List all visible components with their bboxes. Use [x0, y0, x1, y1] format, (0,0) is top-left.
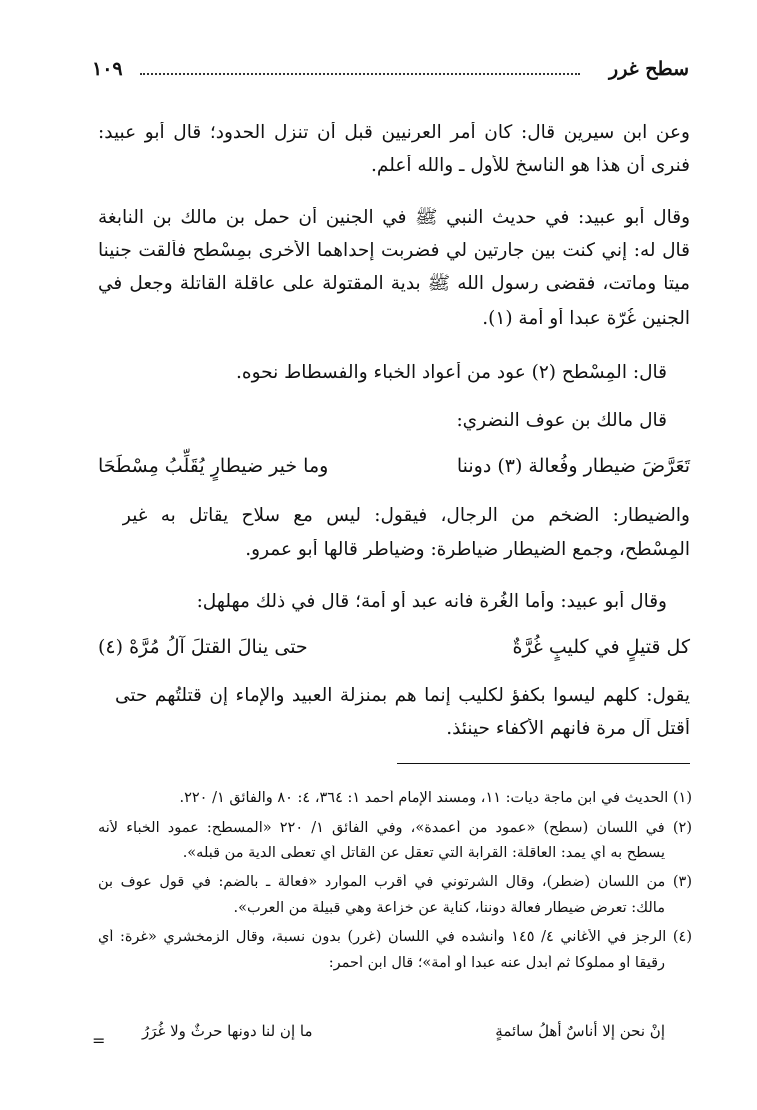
paragraph-5-line-2: المِسْطح، وجمع الضيطار ضياطرة: وضياطر قالها أبو عمرو. [245, 539, 690, 560]
footnote-3-line-1: (٣) من اللسان (ضطر)، وقال الشرتوني في أقرب الموارد «فعالة ـ بالضم: في قول عوف بن [98, 874, 692, 890]
verse-2-second-hemistich: حتى ينالَ القتلَ آلُ مُرَّهْ (٤) [98, 636, 308, 658]
paragraph-2-line-4: الجنين غُرّة عبدا أو أمة (١). [482, 308, 690, 329]
paragraph-6: وقال أبو عبيد: وأما الغُرة فانه عبد أو أمة؛ قال في ذلك مهلهل: [196, 591, 667, 612]
paragraph-1-line-2: فنرى أن هذا هو الناسخ للأول ـ والله أعلم. [371, 155, 690, 176]
paragraph-4: قال مالك بن عوف النضري: [456, 410, 667, 431]
footnote-3-line-2: مالك: تعرض ضيطار فعالة دوننا، كناية عن خزاعة وهي قبيلة من العرب». [233, 900, 665, 916]
footnote-separator [397, 763, 690, 764]
footnote-4-line-1: (٤) الرجز في الأغاني ٤/ ١٤٥ وأنشده في اللسان (غرر) بدون نسبة، وقال الزمخشري «غرة: أي [98, 929, 692, 945]
header-dotted-leader [140, 73, 580, 75]
paragraph-2-line-1: وقال أبو عبيد: في حديث النبي ﷺ في الجنين أن حمل بن مالك بن النابغة [98, 207, 690, 228]
footnote-verse-second-hemistich: ما إن لنا دونها حرثٌ ولا غُرَرُ [142, 1022, 313, 1040]
paragraph-2-line-3: ميتا وماتت، فقضى رسول الله ﷺ بدية المقتولة على عاقلة القاتلة وجعل في [98, 273, 690, 294]
verse-2-first-hemistich: كل قتيلٍ في كليبٍ غُرَّةٌ [512, 636, 690, 658]
paragraph-2-line-2: قال له: إني كنت بين جارتين لي فضربت إحداهما الأخرى بمِسْطح فألقت جنينا [98, 240, 690, 261]
footnote-2-line-2: يسطح به أي يمد: العاقلة: القرابة التي تعقل عن القاتل أي تعطى الدية من قبله». [182, 845, 665, 861]
continuation-mark: = [92, 1031, 106, 1050]
verse-1-second-hemistich: وما خير ضيطارٍ يُقَلِّبُ مِسْطَحَا [98, 455, 329, 477]
paragraph-7-line-2: أقتل آل مرة فانهم الأكفاء حينئذ. [446, 718, 690, 739]
footnote-4-line-2: رقيقا أو مملوكا ثم أبدل عنه عبدا أو أمة»؛ قال ابن أحمر: [328, 955, 665, 971]
page-number: ١٠٩ [92, 58, 123, 80]
verse-1-first-hemistich: تَعَرَّضَ ضيطار وفُعالة (٣) دوننا [456, 455, 690, 477]
footnote-verse-first-hemistich: إنْ نحن إلا أناسٌ أهلُ سائمةٍ [495, 1022, 665, 1040]
paragraph-5-line-1: والضيطار: الضخم من الرجال، فيقول: ليس مع سلاح يقاتل به غير [122, 505, 690, 526]
running-header-title: سطح غرر [609, 58, 689, 80]
paragraph-3: قال: المِسْطح (٢) عود من أعواد الخباء والفسطاط نحوه. [236, 362, 667, 383]
footnote-1: (١) الحديث في ابن ماجة ديات: ١١، ومسند الإمام أحمد ١: ٣٦٤، ٤: ٨٠ والفائق ١/ ٢٢٠. [179, 790, 692, 806]
paragraph-7-line-1: يقول: كلهم ليسوا بكفؤ لكليب إنما هم بمنزلة العبيد والإماء إن قتلتُهم حتى [115, 685, 690, 706]
footnote-2-line-1: (٢) في اللسان (سطح) «عمود من أعمدة»، وفي الفائق ١/ ٢٢٠ «المسطح: عمود الخباء لأنه [98, 820, 692, 836]
paragraph-1-line-1: وعن ابن سيرين قال: كان أمر العرنيين قبل أن تنزل الحدود؛ قال أبو عبيد: [98, 122, 690, 143]
